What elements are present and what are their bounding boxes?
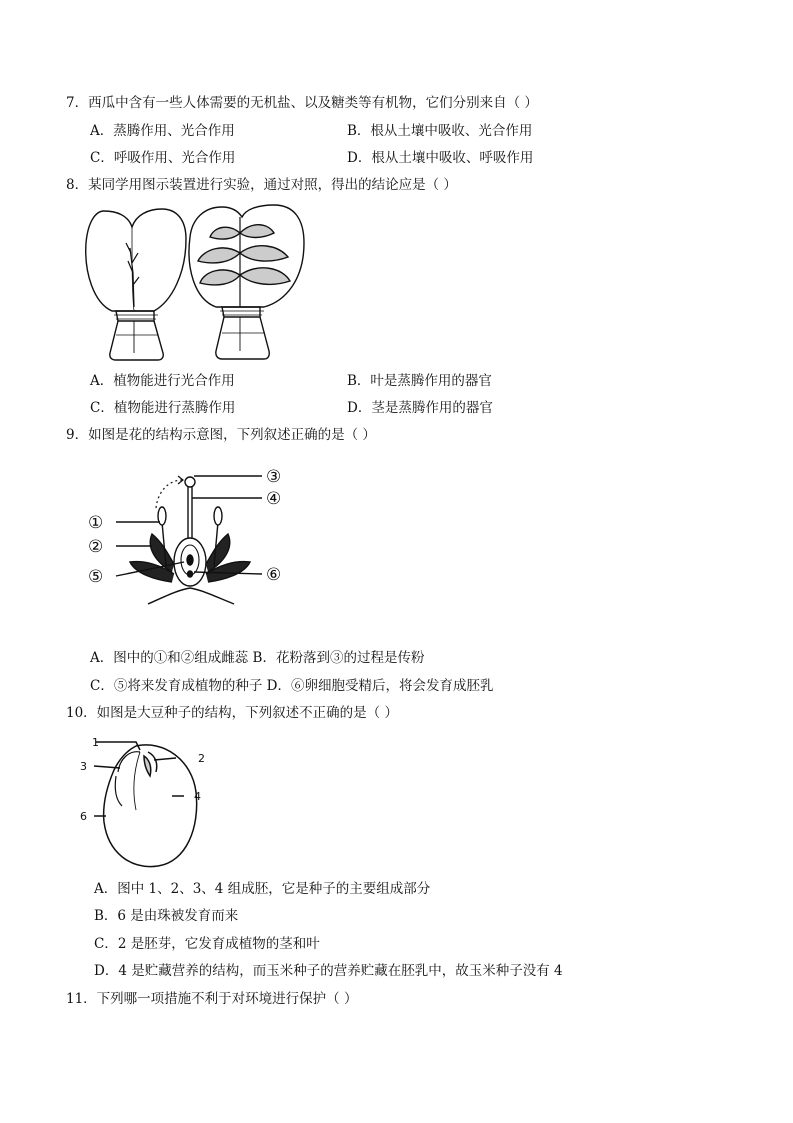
label-4: ④: [266, 489, 282, 509]
question-10-stem: 10．如图是大豆种子的结构，下列叙述不正确的是（ ）: [66, 705, 398, 721]
q8-option-d[interactable]: D．茎是蒸腾作用的器官: [347, 400, 493, 416]
question-7-stem: 7．西瓜中含有一些人体需要的无机盐、以及糖类等有机物，它们分别来自（ ）: [66, 95, 538, 111]
q9-option-ab[interactable]: A．图中的①和②组成雌蕊 B．花粉落到③的过程是传粉: [90, 650, 425, 666]
q10-option-b[interactable]: B．6 是由珠被发育而来: [94, 908, 239, 924]
label-2: ②: [88, 537, 104, 557]
question-9-stem: 9．如图是花的结构示意图，下列叙述正确的是（ ）: [66, 427, 376, 443]
q8-option-c[interactable]: C．植物能进行蒸腾作用: [90, 400, 236, 416]
label-3: ③: [266, 467, 282, 487]
transpiration-experiment-figure: [82, 203, 312, 365]
question-8-stem: 8．某同学用图示装置进行实验，通过对照，得出的结论应是（ ）: [66, 177, 457, 193]
label-1: 1: [92, 736, 99, 749]
soybean-seed-figure: [74, 730, 224, 872]
label-2: 2: [198, 752, 205, 765]
q8-option-a[interactable]: A．植物能进行光合作用: [90, 373, 235, 389]
q7-option-d[interactable]: D．根从土壤中吸收、呼吸作用: [347, 150, 534, 166]
q9-option-cd[interactable]: C．⑤将来发育成植物的种子 D．⑥卵细胞受精后，将会发育成胚乳: [90, 678, 494, 694]
stigma: [185, 477, 195, 487]
q7-option-b[interactable]: B．根从土壤中吸收、光合作用: [347, 123, 533, 139]
leafless-stem-apparatus: [86, 209, 186, 360]
q7-option-a[interactable]: A．蒸腾作用、光合作用: [90, 123, 235, 139]
label-1: ①: [88, 513, 104, 533]
q10-option-a[interactable]: A．图中 1、2、3、4 组成胚，它是种子的主要组成部分: [94, 881, 431, 897]
q7-option-c[interactable]: C．呼吸作用、光合作用: [90, 150, 236, 166]
q8-option-b[interactable]: B．叶是蒸腾作用的器官: [347, 373, 492, 389]
label-3: 3: [80, 760, 87, 773]
label-6: ⑥: [266, 565, 282, 585]
label-6: 6: [80, 810, 87, 823]
q10-option-c[interactable]: C．2 是胚芽，它发育成植物的茎和叶: [94, 936, 320, 952]
question-11-stem: 11．下列哪一项措施不利于对环境进行保护（ ）: [66, 991, 358, 1007]
q10-option-d[interactable]: D．4 是贮藏营养的结构，而玉米种子的营养贮藏在胚乳中，故玉米种子没有 4: [94, 963, 563, 979]
leafy-plant-apparatus: [189, 205, 304, 359]
label-4: 4: [194, 790, 201, 803]
label-5: ⑤: [88, 567, 104, 587]
flower-structure-figure: [86, 462, 296, 610]
